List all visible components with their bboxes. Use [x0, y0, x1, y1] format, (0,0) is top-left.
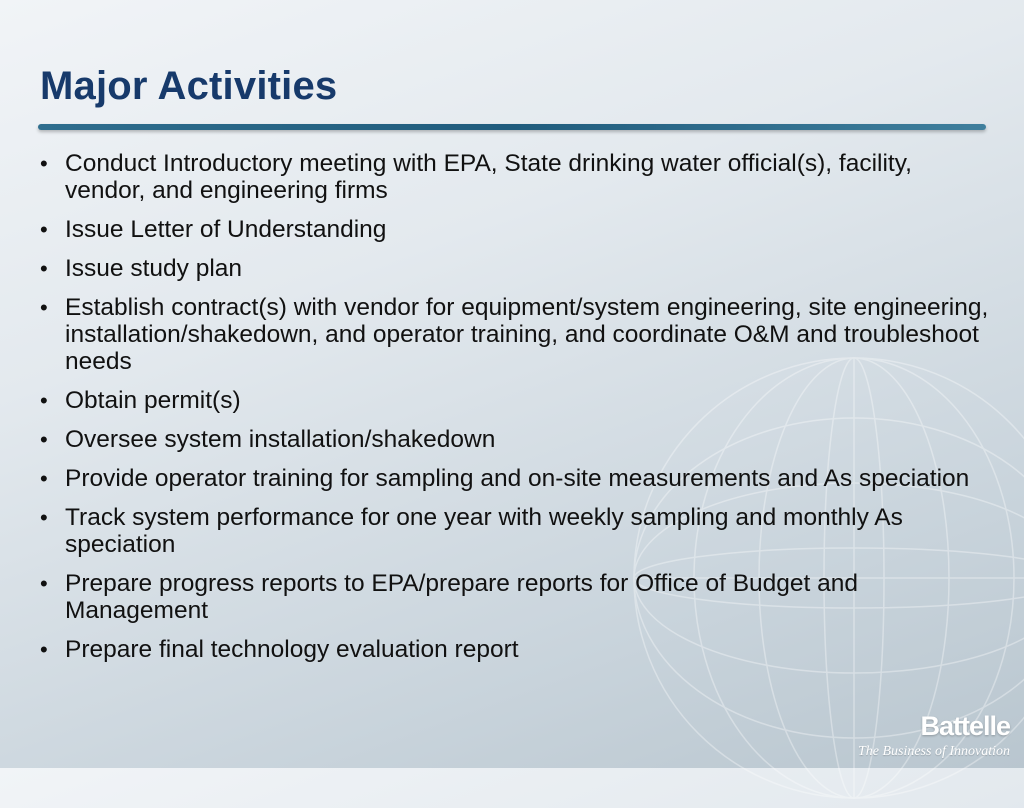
list-item [40, 387, 990, 414]
brand-name: Battelle [920, 711, 1010, 741]
bullet-icon: • [40, 388, 48, 413]
bullet-icon: • [40, 151, 48, 176]
list-item-text: Issue study plan [65, 255, 243, 282]
list-item-text: Obtain permit(s) [65, 387, 241, 414]
title-divider [38, 124, 986, 130]
list-item [40, 570, 990, 624]
bullet-icon: • [40, 637, 48, 662]
list-item-text: Conduct Introductory meeting with EPA, State drinking water official(s), facility, vendor, and engineering firms [65, 150, 912, 204]
list-item [40, 504, 990, 558]
list-item [40, 465, 990, 492]
list-item [40, 150, 990, 204]
bullet-icon: • [40, 256, 48, 281]
list-item-text: Oversee system installation/shakedown [65, 426, 496, 453]
list-item-text: Track system performance for one year with weekly sampling and monthly As speciation [65, 504, 903, 558]
bullet-icon: • [40, 217, 48, 242]
list-item [40, 636, 990, 663]
slide-title: Major Activities [40, 64, 338, 108]
list-item-text: Establish contract(s) with vendor for equipment/system engineering, site engineering, installation/shakedown, and operator training, and coordinate O&M and troubleshoot needs [65, 294, 989, 375]
list-item [40, 426, 990, 453]
activity-list [40, 150, 990, 675]
brand-tagline: The Business of Innovation [857, 744, 1010, 759]
battelle-logo [858, 711, 1010, 760]
list-item-text: Prepare progress reports to EPA/prepare reports for Office of Budget and Management [65, 570, 859, 624]
list-item-text: Issue Letter of Understanding [65, 216, 387, 243]
bullet-icon: • [40, 295, 48, 320]
list-item [40, 294, 990, 375]
list-item-text: Provide operator training for sampling and on-site measurements and As speciation [65, 465, 970, 492]
list-item [40, 255, 990, 282]
bullet-icon: • [40, 505, 48, 530]
list-item [40, 216, 990, 243]
list-item-text: Prepare final technology evaluation report [65, 636, 519, 663]
bullet-icon: • [40, 571, 48, 596]
bullet-icon: • [40, 427, 48, 452]
bullet-icon: • [40, 466, 48, 491]
